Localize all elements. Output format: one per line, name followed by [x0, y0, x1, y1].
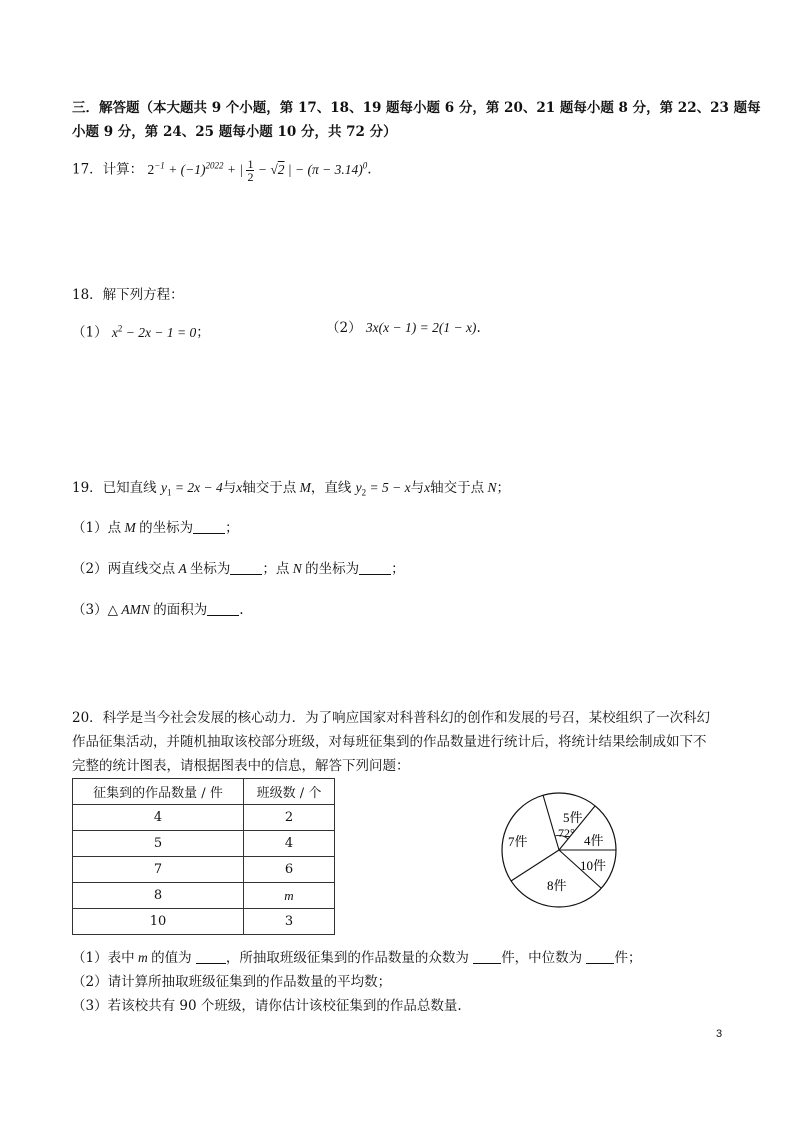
- pie-label-10: 10件: [580, 858, 607, 873]
- q20-sub1-e: 件；: [614, 950, 642, 966]
- table-row: [73, 857, 335, 883]
- q18-part1: （1） $x^2 - 2x - 1 = 0$；: [72, 323, 210, 341]
- q18-part1-label: （1）: [72, 324, 108, 341]
- q19-p2-mid: ；点: [262, 561, 290, 577]
- table-row: [73, 883, 335, 909]
- q19-text-b2: 与: [410, 480, 425, 496]
- q19-p2-text: 坐标为: [189, 561, 231, 577]
- table-cell: 3: [244, 909, 335, 935]
- q19-part1: （1）点 M 的坐标为 ；: [72, 520, 239, 536]
- q18-number: 18．: [72, 287, 103, 303]
- q19-text-c2: 轴交于点: [430, 480, 485, 496]
- answer-blank[interactable]: [586, 949, 614, 964]
- q19-text-e: ；: [496, 480, 510, 496]
- pie-angle-label: 72°: [558, 826, 575, 840]
- q19-number: 19．: [72, 480, 103, 496]
- pie-divider: [543, 795, 559, 850]
- pie-label-8: 8件: [547, 878, 567, 893]
- answer-blank[interactable]: [196, 949, 226, 964]
- q20-text-line1: 科学是当今社会发展的核心动力．为了响应国家对科普科幻的创作和发展的号召，某校组织了一次科幻: [102, 710, 711, 726]
- q17-end: .: [367, 161, 372, 178]
- table-cell: 8: [73, 883, 244, 909]
- q20-sub1-c: ，所抽取班级征集到的作品数量的众数为: [225, 950, 469, 966]
- q19-p2-end: ；: [391, 561, 405, 577]
- table-header-row: [73, 779, 335, 805]
- q18-part2: （2） 3x(x − 1) = 2(1 − x).: [326, 320, 481, 336]
- pie-label-7: 7件: [508, 834, 528, 849]
- q17-stem: 计算：: [102, 161, 144, 178]
- table-cell: 6: [244, 857, 335, 883]
- question-17: [72, 155, 372, 183]
- table-cell: 10: [73, 909, 244, 935]
- q20-sub1-b: 的值为: [151, 950, 192, 966]
- pie-chart: [496, 790, 626, 910]
- table-row: [73, 805, 335, 831]
- question-20-line3: 完整的统计图表，请根据图表中的信息，解答下列问题：: [72, 758, 410, 774]
- table-cell: 5: [73, 831, 244, 857]
- pie-label-4: 4件: [584, 833, 604, 848]
- table-cell: m: [244, 883, 335, 909]
- q19-p3-text: 的面积为: [153, 602, 208, 618]
- section-heading-line2: 小题 9 分，第 24、25 题每小题 10 分，共 72 分）: [72, 124, 397, 140]
- pie-label-5: 5件: [563, 810, 583, 825]
- section-heading-line1: 三．解答题（本大题共 9 个小题，第 17、18、19 题每小题 6 分，第 20、21 题每小题 8 分，第 22、23 题每: [72, 100, 761, 116]
- q19-p2-text2: 的坐标为: [305, 561, 360, 577]
- pie-divider: [511, 850, 559, 881]
- q19-p2-label: （2）两直线交点: [72, 561, 176, 577]
- q19-text-b: 与: [222, 480, 237, 496]
- answer-blank[interactable]: [230, 560, 262, 575]
- q19-p1-label: （1）点: [72, 520, 122, 536]
- question-20-line1: [72, 708, 710, 728]
- q19-part3: （3）△ AMN 的面积为 .: [72, 602, 244, 618]
- q20-sub1-a: （1）表中: [72, 950, 135, 966]
- q19-line2: $y_2 = 5 - x$: [355, 480, 411, 498]
- q17-number: 17．: [72, 161, 103, 178]
- question-20-line2: 作品征集活动，并随机抽取该校部分班级，对每班征集到的作品数量进行统计后，将统计结果绘制成如下不: [72, 734, 707, 750]
- fraction-half: $\frac{1}{2}$: [247, 156, 254, 184]
- q18-stem: 解下列方程：: [102, 287, 184, 303]
- q20-sub3: （3）若该校共有 90 个班级，请你估计该校征集到的作品总数量.: [72, 998, 462, 1014]
- question-18: [72, 285, 184, 305]
- q19-p3-end: .: [239, 602, 244, 618]
- table-cell: 2: [244, 805, 335, 831]
- q20-sub1: （1）表中 m 的值为 ，所抽取班级征集到的作品数量的众数为 件，中位数为 件；: [72, 950, 642, 966]
- q20-number: 20．: [72, 710, 103, 726]
- q18-part2-label: （2）: [326, 320, 362, 336]
- q17-expression: $2^{-1} + (-1)^{2022}$ + | $\frac{1}{2}$ − √2 | − $(\pi - 3.14)^0$: [147, 156, 368, 184]
- q20-sub1-d: 件，中位数为: [501, 950, 583, 966]
- table-header-cell: 征集到的作品数量 / 件: [73, 779, 244, 805]
- q20-sub2: （2）请计算所抽取班级征集到的作品数量的平均数；: [72, 974, 392, 990]
- table-cell: 4: [244, 831, 335, 857]
- q18-equation2: 3x(x − 1) = 2(1 − x): [365, 320, 477, 335]
- q19-p3-label: （3）△: [72, 602, 118, 618]
- q19-part2: （2）两直线交点 A 坐标为 ；点 N 的坐标为 ；: [72, 561, 405, 577]
- q18-equation1: $x^2 - 2x - 1 = 0$: [111, 323, 197, 340]
- answer-blank[interactable]: [193, 519, 225, 534]
- q19-text-c: 轴交于点: [242, 480, 297, 496]
- table-row: [73, 909, 335, 935]
- q19-text-d: ，直线: [310, 480, 352, 496]
- stats-table: [72, 778, 335, 935]
- answer-blank[interactable]: [473, 949, 501, 964]
- table-cell: 7: [73, 857, 244, 883]
- answer-blank[interactable]: [359, 560, 391, 575]
- page-number: 3: [716, 1028, 723, 1040]
- table-cell: 4: [73, 805, 244, 831]
- table-row: [73, 831, 335, 857]
- q19-line1: $y_1 = 2x - 4$: [160, 480, 223, 498]
- q19-p1-end: ；: [225, 520, 239, 536]
- q19-p1-text: 的坐标为: [139, 520, 194, 536]
- table-header-cell: 班级数 / 个: [244, 779, 335, 805]
- q19-text-a: 已知直线: [102, 480, 157, 496]
- question-19: 19．已知直线 $y_1 = 2x - 4$与x轴交于点 M，直线 $y_2 = 5 - x$与x轴交于点 N；: [72, 480, 510, 498]
- answer-blank[interactable]: [207, 601, 239, 616]
